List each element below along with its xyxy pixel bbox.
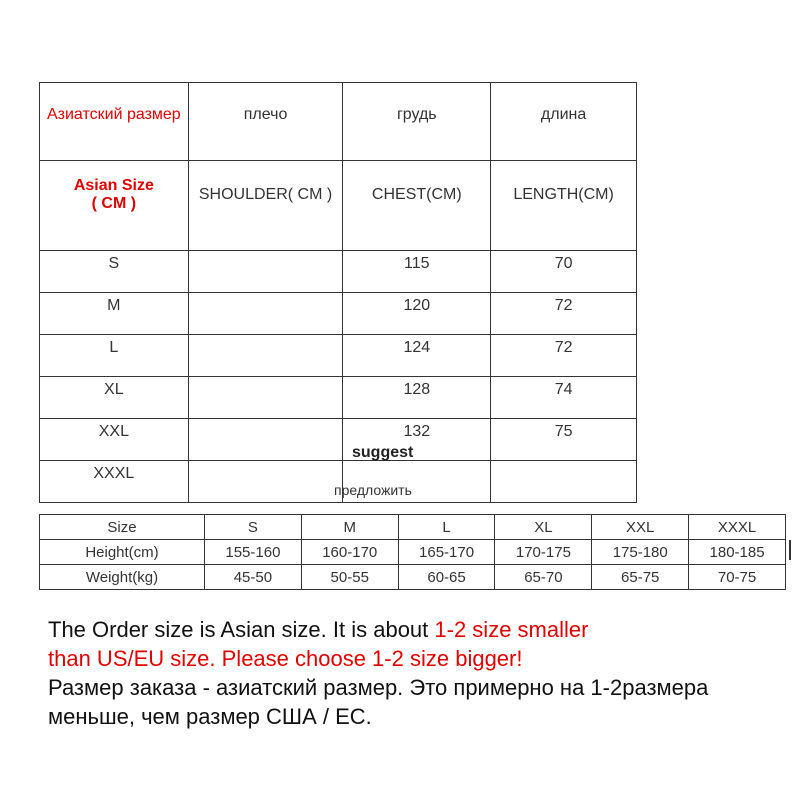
chest-cell: 120 xyxy=(343,293,491,335)
rec-header-cell: Size xyxy=(40,515,205,540)
rec-weight-cell: 65-75 xyxy=(592,565,689,590)
rec-height-row xyxy=(40,540,786,565)
chest-cell: 124 xyxy=(343,335,491,377)
shoulder-cell xyxy=(188,293,343,335)
rec-height-cell: 180-185 xyxy=(689,540,786,565)
rec-height-cell: 170-175 xyxy=(495,540,592,565)
length-cell xyxy=(491,461,637,503)
header-size-en-line1: Asian Size xyxy=(73,176,154,194)
header-size-ru: Азиатский размер xyxy=(40,83,189,161)
rec-header-cell: XL xyxy=(495,515,592,540)
suggest-heading: suggest xyxy=(352,444,414,461)
size-notice xyxy=(48,615,788,731)
header-size-en-line2: ( CM ) xyxy=(91,194,137,212)
notice-ru-line1: Размер заказа - азиатский размер. Это примерно на 1-2размера xyxy=(48,675,709,700)
chest-cell: 115 xyxy=(343,251,491,293)
size-chart-table xyxy=(39,82,637,503)
length-cell: 74 xyxy=(491,377,637,419)
notice-en-line2: than US/EU size. Please choose 1-2 size bigger! xyxy=(48,646,523,671)
header-size-en xyxy=(40,161,189,251)
table-header-row-ru xyxy=(40,83,637,161)
rec-height-cell: 165-170 xyxy=(398,540,495,565)
rec-height-cell: 160-170 xyxy=(301,540,398,565)
rec-header-cell: S xyxy=(205,515,302,540)
notice-en-part1: The Order size is Asian size. It is about xyxy=(48,617,435,642)
notice-en-red1: 1-2 size smaller xyxy=(434,617,589,642)
rec-height-cell: 175-180 xyxy=(592,540,689,565)
table-header-row-en xyxy=(40,161,637,251)
header-chest-ru: грудь xyxy=(343,83,491,161)
shoulder-cell xyxy=(188,461,343,503)
table-row xyxy=(40,251,637,293)
chest-cell: 132 xyxy=(343,419,491,461)
header-shoulder-en: SHOULDER( CM ) xyxy=(188,161,343,251)
recommendation-table xyxy=(39,514,786,590)
rec-header-cell: M xyxy=(301,515,398,540)
rec-weight-cell: 65-70 xyxy=(495,565,592,590)
shoulder-cell xyxy=(188,335,343,377)
table-row xyxy=(40,335,637,377)
size-cell: XL xyxy=(40,377,189,419)
rec-weight-cell: 70-75 xyxy=(689,565,786,590)
notice-en-line1 xyxy=(48,615,788,644)
rec-weight-cell: Weight(kg) xyxy=(40,565,205,590)
size-cell: L xyxy=(40,335,189,377)
shoulder-cell xyxy=(188,377,343,419)
notice-ru-line2: меньше, чем размер США / ЕС. xyxy=(48,704,372,729)
shoulder-cell xyxy=(188,251,343,293)
shoulder-cell xyxy=(188,419,343,461)
header-length-ru: длина xyxy=(491,83,637,161)
chest-cell: 128 xyxy=(343,377,491,419)
rec-weight-cell: 50-55 xyxy=(301,565,398,590)
length-cell: 72 xyxy=(491,335,637,377)
rec-weight-cell: 45-50 xyxy=(205,565,302,590)
rec-header-cell: L xyxy=(398,515,495,540)
header-shoulder-ru: плечо xyxy=(188,83,343,161)
size-cell: M xyxy=(40,293,189,335)
rec-height-cell: 155-160 xyxy=(205,540,302,565)
rec-weight-row xyxy=(40,565,786,590)
rec-header-cell: XXL xyxy=(592,515,689,540)
size-cell: XXXL xyxy=(40,461,189,503)
rec-header-cell: XXXL xyxy=(689,515,786,540)
table-edge-mark xyxy=(789,540,791,560)
suggest-heading-ru: предложить xyxy=(334,482,412,498)
header-chest-en: CHEST(CM) xyxy=(343,161,491,251)
table-row xyxy=(40,377,637,419)
rec-header-row xyxy=(40,515,786,540)
length-cell: 75 xyxy=(491,419,637,461)
length-cell: 70 xyxy=(491,251,637,293)
size-cell: XXL xyxy=(40,419,189,461)
rec-weight-cell: 60-65 xyxy=(398,565,495,590)
table-row xyxy=(40,293,637,335)
header-length-en: LENGTH(CM) xyxy=(491,161,637,251)
length-cell: 72 xyxy=(491,293,637,335)
rec-height-cell: Height(cm) xyxy=(40,540,205,565)
size-cell: S xyxy=(40,251,189,293)
table-row xyxy=(40,419,637,461)
